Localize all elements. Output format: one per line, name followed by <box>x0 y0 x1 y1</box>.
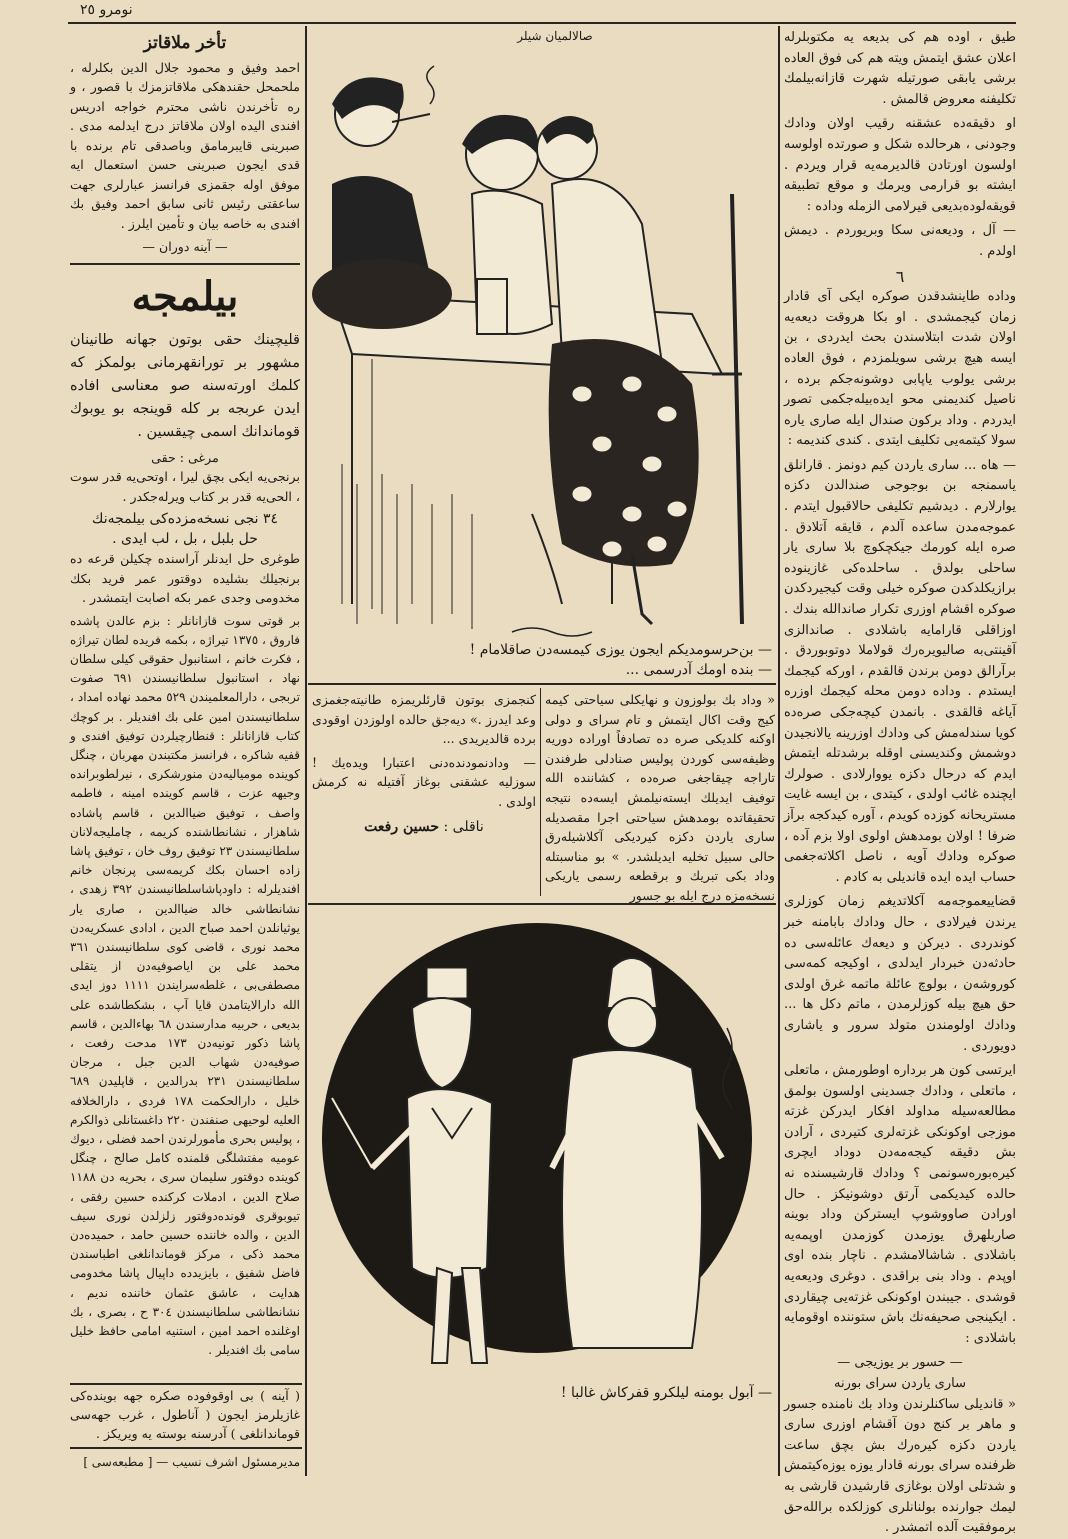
publisher-rule <box>70 1447 302 1449</box>
right-p1: طیق ، اوده هم کی بدیعه یه مکتوبلرله اعلان عشق ایتمش ویته هم کی فوق العاده برشی یابقی صورتیله شهرت قازانه‌بیلمك تکلیفنه معروض قالمش . <box>784 30 1016 107</box>
story-bottom-rule <box>308 903 776 905</box>
right-p2: او دقیقه‌ده عشقنه رقیب اولان ودادك وجودنی ، هرحالده شکل و صورتده اولوسه اولسون اورتادن قالدیرمه‌یه قرار ویردم . ایشته بو قرارمی ویرمك و موقع تطبیقه قویقه‌لوده‌بدیعی قیرلامی الزمله وداده : <box>784 116 1016 214</box>
right-p6: قضاییعموجه‌مه آکلاتدیغم زمان کوزلری یرندن فیرلادی ، حال ودادك بابامنه خبر کوندردی . دیرکن و دیعه‌ك عائله‌سی ده حادثه‌دن خبردار ایدلدی ، اوکیجه کمه‌سی کوروشه‌ن ، بولوچ عائلة ماتمه غرق اولدی حق هیچ بیله کوزلرمدن ، ماتم دکل ها ... ودادك اولومندن متولد سرور و یاشاری دویوردی . <box>784 894 1016 1054</box>
signature-name: حسین رفعت <box>364 818 440 835</box>
right-column <box>784 28 1016 1536</box>
story-top-rule <box>308 683 776 685</box>
story-signature <box>312 818 536 838</box>
issue-number: نومرو ۲٥ <box>80 2 133 18</box>
right-p5: — هاه ... ساری یاردن کیم دونمز . قارانلق یاسمنجه بن بوجوجی صندالدن دکزه یوارلارم . دیدشیم تکلیفی حالاقبول ایتدم . عموجه‌مدن ساعده آلدم ، قایقه آتلادق . صره ایله کورمك جیکچکوچ بلا ساری یار ساحلی بولدق . ساحلده‌کی غازینوده برازیکلدکدن صوکره خیلی وقت کیجیردکدن صوکره اقشام اوزری تکرار صاندالله بندك . اوزاقلی قارامایه باشلادی . صاندالزی آقینتی‌به صالیویره‌رك قولاملا دوتوبوردق . برآرالق دومن برندن قالقدم ، اورکه کیجمك ایستدم . وداده دومن محله کیجمك اوزره آیاغه قالقدی . بانمدن کیچه‌جکی صره‌ده کویا سندله‌مش کی ودادك اوزرینه یالانجیدن دوشمش وکندیسنی اوقله برشدتله ایتمش ایدم که درحال دکزه یووارلادی . صولرك ایچنده غائب اولدی ، کیتدی ، بن ایسه غایت مستریحانه کوزده کویدم ، آوره کیدکجه برآز ضرفا ! اولان بومدهش اولوی اولا بزم آده ، صوکره ودادك آویه ، ناصل اکلاته‌جغمی حساب ایده ایده قاندیلی به کادم . <box>784 457 1016 885</box>
divider <box>70 263 300 265</box>
top-illustration-title: صالالمیان شیلر <box>517 29 593 43</box>
column-divider-right <box>778 26 780 1476</box>
right-p7: ایرتسی کون هر برداره اوطورمش ، ماتعلی ، ماتعلی ، ودادك جسدینی اولسون بولمق مطالعه‌سیله مداولد افکار ایدرکن غزته موزجی اوکونکی غزته‌لری کتیردی ، آرادن بش دقیقه کیجه‌مه‌دن دوداد ایچری کیره‌بوره‌سونمی ؟ ودادك قارشیسنده نه حالده کیدیکمی آرتق دوشونیکز . حال اورادن صاووشوپ ایسترکن وداد بوینه صاربلهرق یوزمدن کوزمدن اوپمه‌یه باشلادی . شاشالامشدم . ناچار بنده اوی اوپدم . وداد بنی براقدی . دوغری ودیعه‌یه قوشدی . جیبندن اوکونکی غزته‌یی چیقاردی . ایکینجی صحیفه‌نك باش ستوننده اوقومایه باشلادی : <box>784 1063 1016 1346</box>
previous-solution: حل بلبل ، بل ، لب ایدی . <box>112 530 258 547</box>
quote-title: ساری یاردن سرای بورنه <box>834 1376 966 1391</box>
story-divider <box>540 688 541 896</box>
puzzle-hint: مرغی : حقی <box>151 449 219 465</box>
story-left-p1: کنجمزی بوتون قارئلریمزه طانیته‌جغمزی وعد ایدرز .» دیه‌جق حالده اولوزدن اوقودی برده قالدیریدی ... <box>312 692 536 747</box>
signature-label: ناقلی : <box>443 818 484 835</box>
bottom-illustration <box>312 908 774 1378</box>
top-illustration <box>312 44 772 644</box>
section-mark: ٦ <box>895 266 905 286</box>
footnote: ( آینه ) بی اوقوفوده صکره جهه بوینده‌کی غازیلرمز ایجون ( آناطول ، غرب جهه‌سی قوماندانلغی ) آدرسنه بوسته یه ویریکز . <box>70 1388 300 1441</box>
story-left-p2: — ودادنمودنده‌دنی اعتبارا ویده‌یك ! سوزلیه عشقنی بوغاز آفتیله نه کرمش اولدی . <box>312 754 536 809</box>
left-column <box>70 28 300 1473</box>
bottom-caption: — آبول بومنه لیلکرو قفرکاش غالبا ! <box>560 1385 772 1401</box>
story-column-right: « وداد بك بولوزون و نهایکلی سیاحتی کیمه کیج وقت اکال ایتمش و تام سرای و دولی اوکنه کلدیکی صره ده تصادفاً اوراده دوریه وظیفه‌سی کوردن پولیس صنادلی طرفندن تاراجه چیقاجغی صره‌ده ، کشاننده الله توفیف ایدیلك ایسته‌نیلمش ایسه‌ده نتیجه تحقیقاتده بومدهش سیاحتی اجرا مقصدیله ساری یاردن دکزه کیردیکی آکلاشیله‌رق حالی سبیل تخلیه ایدیلشدر. » بو مناسبتله وداد بکی تبریك و برقطعه رسمی یاریکی نسخه‌مزه درج ایله بو جسور <box>545 692 775 903</box>
previous-solution-title: ٣٤ نجی نسخه‌مزده‌کی بیلمجه‌نك <box>91 511 279 527</box>
puzzle-prize: برنجی‌یه ایکی بچق لیرا ، اوتحی‌یه قدر سوت ، الحی‌یه قدر بر کتاب ویرله‌جکدر . <box>70 469 300 504</box>
publisher-line: مدیرمسئول اشرف نسیب — [ مطبعه‌سی ] <box>83 1455 300 1469</box>
column-divider-left <box>305 26 307 1476</box>
right-p3: — آل ، ودیعه‌نی سکا وبریوردم . دیمش اولدم . <box>784 223 1016 259</box>
footnote-rule <box>70 1383 302 1385</box>
notice-text: احمد وفیق و محمود جلال الدین بکلرله ، ملحمحل حقندهکی ملاقاتزمزك با قصور ، و ره تأخرندن ناشی محترم خواجه ادریس افندی الیده اولان ملاقاتز درج ایدلمه مدی . صبرینی قایبرمامق وباصدقی تام برنده با قدی ایجون صبرینی حسن استعمال ایه موفق اوله جقمزی فرانسز عبارلری جهت ساعقتی رئیس ثانی سابق احمد وفیق بك افندی به خاصه بیان و تأمین ایلرز . <box>70 59 300 231</box>
puzzle-intro: قلیچینك حقی بوتون جهانه طانینان مشهور بر تورانقهرمانی بولمکز که کلمك اورته‌سنه صو معناسی افاده ایدن عربجه بر کله قوینجه بو یوبوك قوماندانك اسمی چیقسین . <box>70 331 300 440</box>
masthead-rule <box>68 22 1016 24</box>
notice-signature: — آینه دوران — <box>142 239 228 254</box>
notice-heading: تأخر ملاقاتز <box>143 33 227 53</box>
story-column-left <box>312 690 536 900</box>
winners-intro: طوغری حل ایدنلر آراسنده چکیلن قرعه ده برنجیلك بشلیده دوقتور عمر فرید بکك مخدومی وجدی عمر بکه اصابت ایتمشدر . <box>70 551 300 605</box>
right-signature: — حسور بر یوزیجی — <box>837 1355 963 1371</box>
right-p4: وداده طاینشدقدن صوکره ایکی آی قادار زمان کیجمشدی . او بکا هروقت دیعه‌یه اولان شدت ابتلاسندن بحث ایدردی ، بن ایسه هیچ برشی سویلمزدم ، فوق العاده برشی یولوب یاپابی دوشونه‌جکم برده ، ناصیل کندیمنی محو ایده‌بیله‌جکمی تصور ایدردم . وداد برکون صندال ایله صاری یاره سولا کیتمه‌یی تکلیف ایتدی . کندی کندیمه : <box>784 289 1016 449</box>
winners-list: بر قوتی سوت قازانانلر : بزم عالدن پاشده فاروق ، ١٣٧٥ تیراژه ، بکمه فریده لطان تیراژه ، فکرت خانم ، استانبول حقوقی کیلی سلطان نهاد ، استانبول سلطانیسندن ٦٩١ صفوت تربجی ، دارالمعلمیندن ٥٢٩ محمد نهاده امداد ، سلطانیسندن امین علی بك افندیلر . بر کوچك کتاب قازانانلر : قنطارچیلردن توفیق افندی و قفیه شاکره ، فرانسز مکتبندن مهربان ، چنگل کوینده مومیالیه‌دن منورشکری ، نیرلطوبرانده وجیهه عزت ، قاسم کوینده امینه ، فاطمه واصف ، توفیق ضیاالدین ، قاسم پاشاده شاهزار ، نشانطاشنده کریمه ، چاملیجه‌لانان سلطانیسندن ٢٣ توفیق روف خان ، توفیق پاشا زاده احسان بکك کریمه‌سی پرنجان خانم افندیلرله : داودپاشاسلطانیسندن ٣٩٢ زهدی ، نشانطاشی خالد ضیاالدین ، صاری یار یوثیانلدن احمد صباح الدین ، ادادی عسکریه‌دن محمد نوری ، قاضی کوی سلطانیسندن ٣٦١ محمد علی بن ایاصوفیه‌دن از یتقلی مصطفی‌بی ، غلطه‌سرایندن ١١١١ دوز ایدی الله دارالایتامدن قایا آپ ، بشکطاشده علی بدیعی ، حربیه مدارسندن ٦٨ بهاءالدین ، قاسم پاشا ذکور تونیه‌دن ١٧٣ مدحت رفعت ، صوفیه‌دن شهاب الدین جبل ، مرجان سلطانیسندن ٢٣١ بدرالدین ، قاپلیدن ٦٨٩ خلیل ، دارالحکمت ١٧٨ فردی ، دارالخلافه العلیه لوحیهی صنفندن ٢٢٠ داغستانلی ذوالکرم ، پولیس بحری مأمورلرندن احمد فضلی ، دیوك عومیه مفتشلگی قلمنده کامل صالح ، چنگل کوینده دوقتور سلیمان سری ، بحریه دن ١١٨٨ صلاح الدین ، ادملات کرکنده حسین رفقی ، تیوبوقری قونده‌دوقتور زلزلدن نوری سیف الدین ، والده خاننده حسین حامد ، حمیده‌دن محمد ذکی ، مرکز قوماندانلغی اطباسندن فاضل شفیق ، بایزیدده داپیال پاشا مخدومی هدایت ، عاشق عثمان خاننده ندیم ، نشانطاشی سلطانیسندن ٣٠٤ ح ، بصری ، بك اوغلنده احمد امین ، استنیه امامی حافظ خلیل سامی بك افندیلر . <box>70 613 301 1358</box>
top-caption-2: — بنده اومك آدرسمی ... <box>625 662 772 678</box>
top-caption-1: — بن‌حرسومدیکم ایجون یوزی کیمسه‌دن صاقلامام ! <box>469 642 772 658</box>
puzzle-title: بیلمجه <box>131 272 239 320</box>
right-p8: « قاندیلی ساکنلرندن وداد بك نامنده جسور و ماهر بر کنج دون آقشام اوزری ساری یاردن دکزه کیره‌رك بش بچق ساعت ظرفنده سرای بورنه قادار یوزه یوزه‌کیتمش و شدتلی اولان بوغازی قارشیدن قارشی به لیمك جوارنده بولنانلری کوزلکده برالله‌حق برموفقیت آلده اتمشدر . <box>784 1396 1016 1536</box>
